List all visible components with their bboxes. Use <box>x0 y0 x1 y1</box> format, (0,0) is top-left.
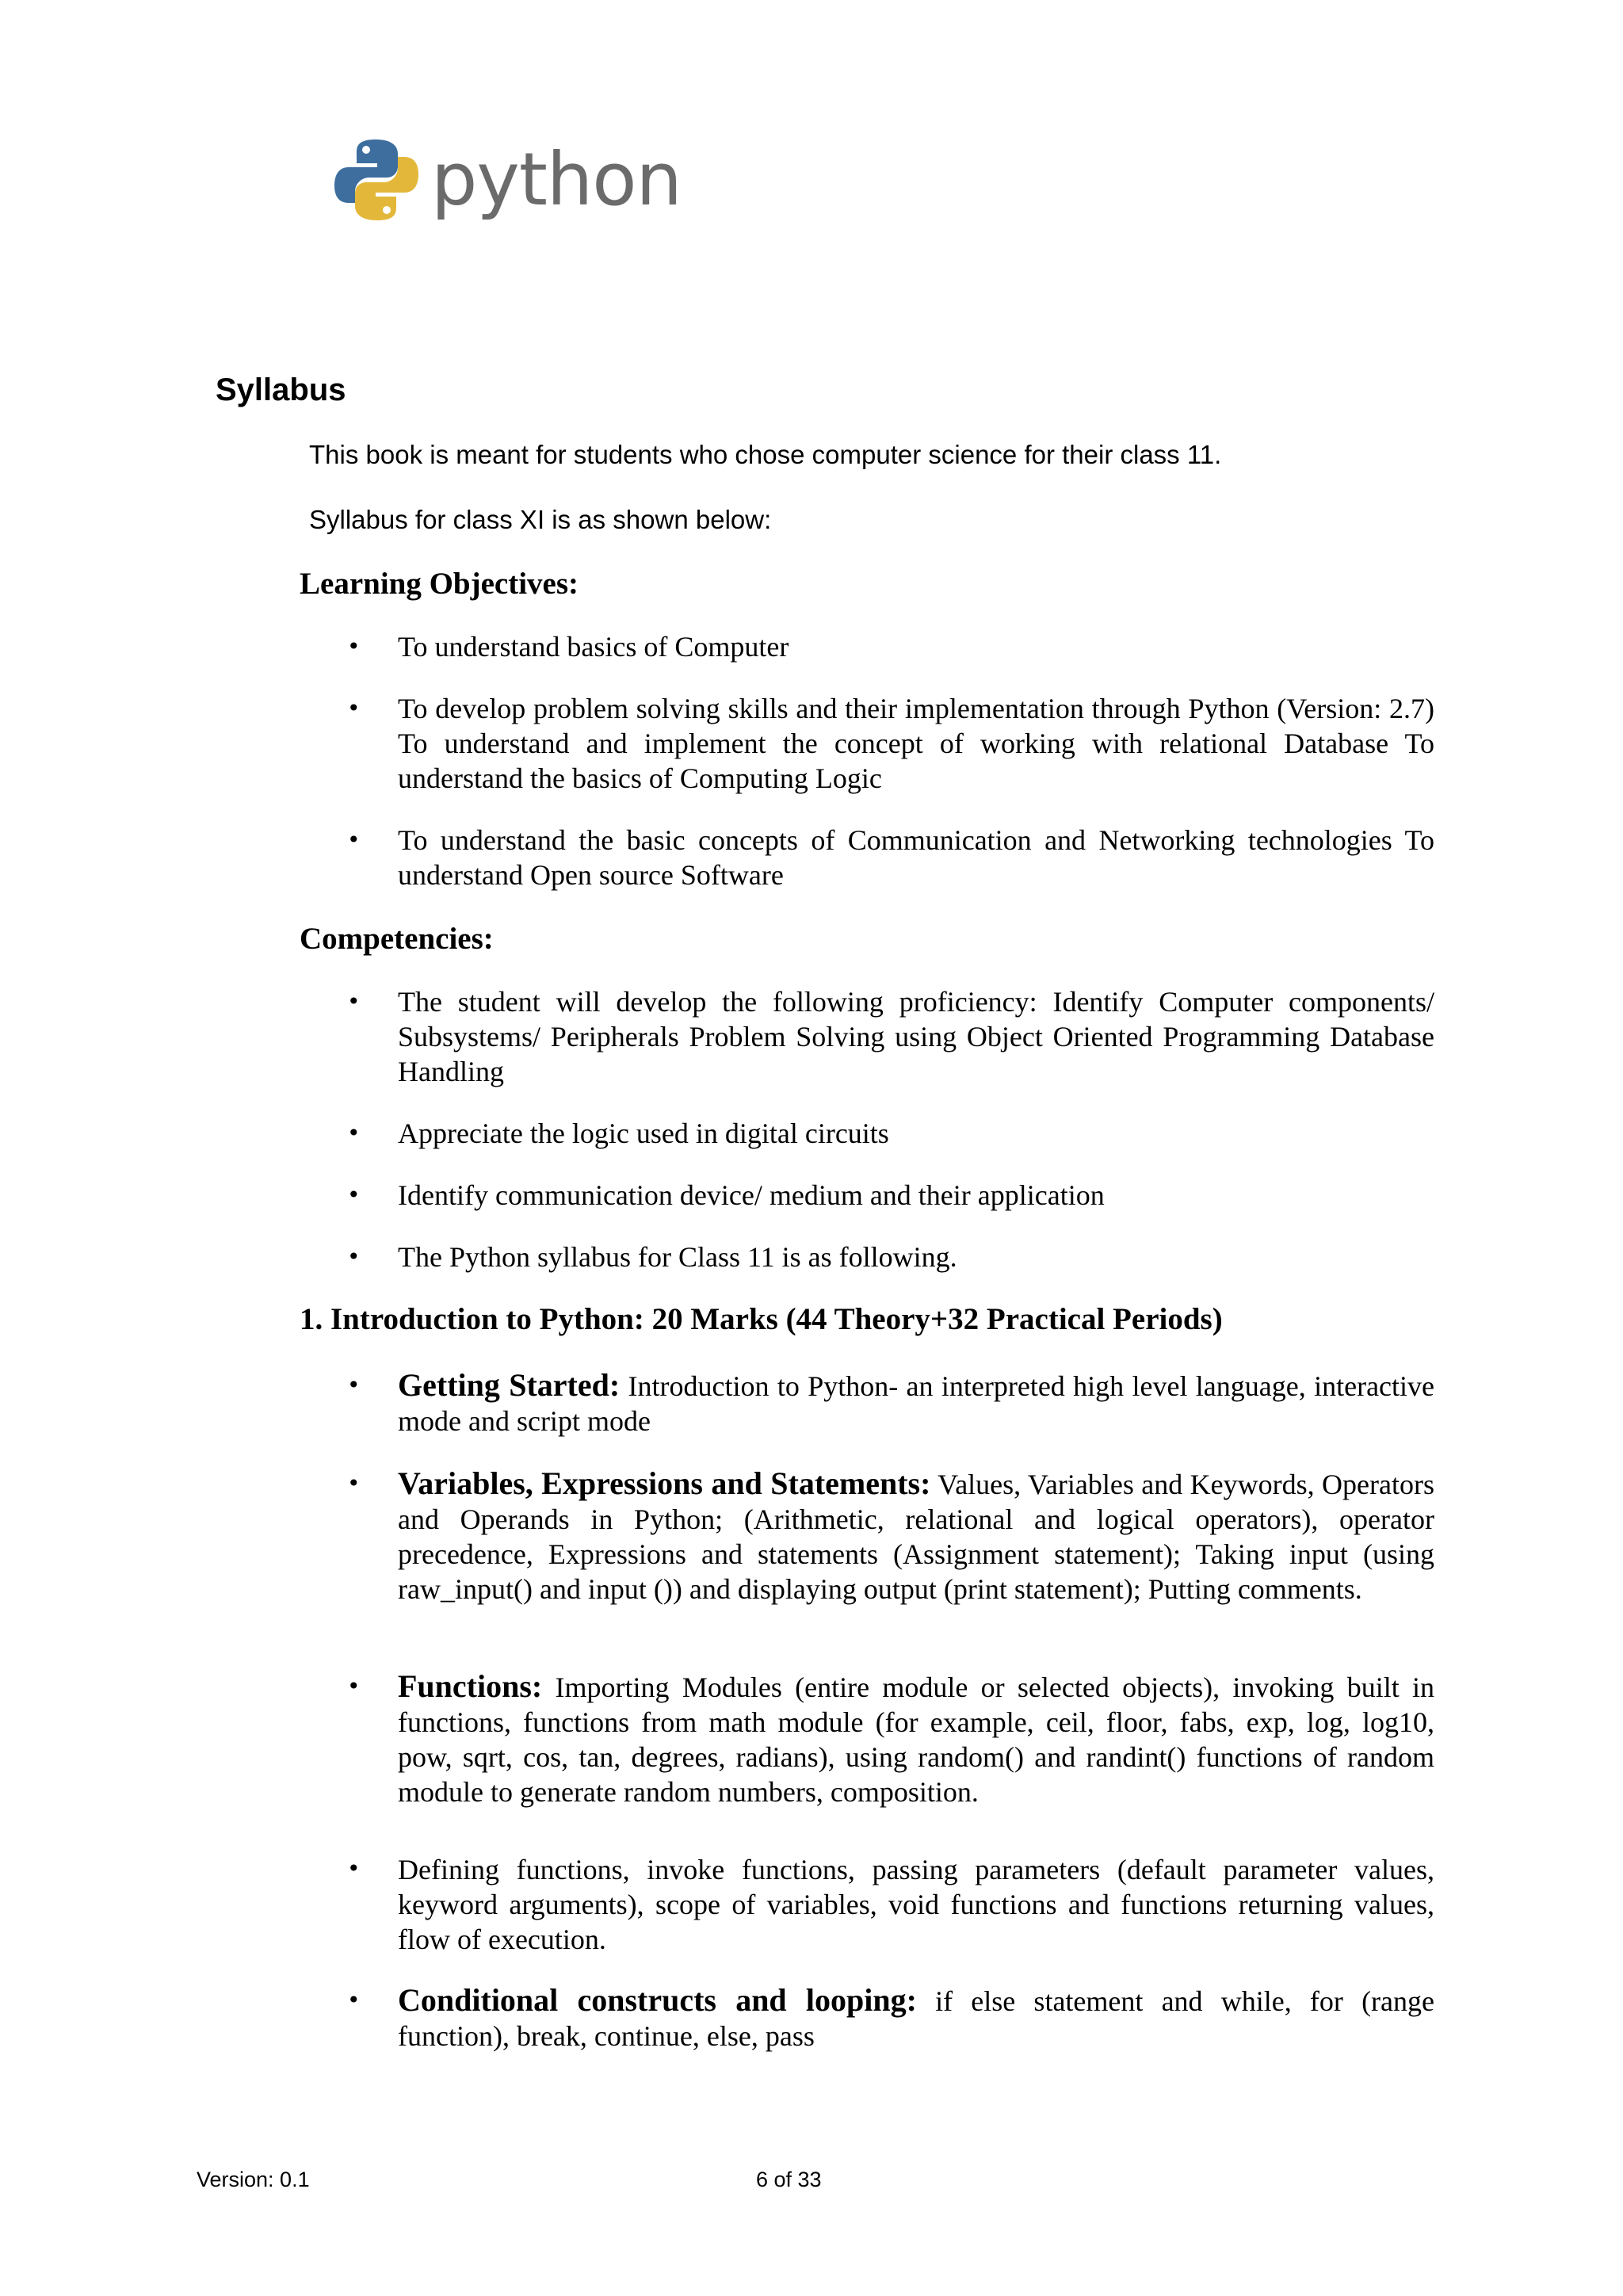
bullet-icon: • <box>347 1182 361 1208</box>
python-logo-wordmark: python <box>431 137 682 222</box>
bullet-icon: • <box>347 1987 361 2013</box>
list-item: • Defining functions, invoke functions, passing parameters (default parameter values, keyword arguments), scope of variables, void functions and functions returning values, flow of execution. <box>347 1851 1434 1957</box>
bullet-icon: • <box>347 1372 361 1398</box>
list-item: • The Python syllabus for Class 11 is as following. <box>347 1241 957 1273</box>
python-logo-icon <box>333 136 420 223</box>
unit1-heading: 1. Introduction to Python: 20 Marks (44 Theory+32 Practical Periods) <box>300 1302 1223 1336</box>
list-item: • Variables, Expressions and Statements: Values, Variables and Keywords, Operators and Operands in Python; (Arithmetic, relational and logical operators), operator precedence, Expressions and statements (Assignment statement); Taking input (using raw_input() and input ()) and displaying output (print statement); Putting comments. <box>347 1465 1434 1605</box>
learning-objectives-heading: Learning Objectives: <box>300 567 579 601</box>
bullet-icon: • <box>347 1120 361 1146</box>
list-item: • The student will develop the following proficiency: Identify Computer components/ Subsystems/ Peripherals Problem Solving using Object Oriented Programming Database Handling <box>347 986 1434 1087</box>
bullet-icon: • <box>347 827 361 853</box>
page-title: Syllabus <box>216 372 346 407</box>
python-logo <box>333 136 682 223</box>
list-item: • Appreciate the logic used in digital circuits <box>347 1117 889 1149</box>
intro-line-1: This book is meant for students who chose computer science for their class 11. <box>309 440 1222 469</box>
list-item: • Functions: Importing Modules (entire module or selected objects), invoking built in functions, functions from math module (for example, ceil, floor, fabs, exp, log, log10, pow, sqrt, cos, tan, degrees, radians), using random() and randint() functions of random module to generate random numbers, composition. <box>347 1668 1434 1808</box>
bullet-icon: • <box>347 633 361 659</box>
bullet-icon: • <box>347 695 361 721</box>
list-item: • To understand the basic concepts of Communication and Networking technologies To understand Open source Software <box>347 824 1434 891</box>
bullet-icon: • <box>347 1244 361 1270</box>
bullet-icon: • <box>347 1673 361 1699</box>
footer-page-number: 6 of 33 <box>756 2168 822 2191</box>
list-item: • Identify communication device/ medium and their application <box>347 1179 1105 1211</box>
intro-line-2: Syllabus for class XI is as shown below: <box>309 505 772 534</box>
bullet-icon: • <box>347 1470 361 1496</box>
list-item: • To develop problem solving skills and their implementation through Python (Version: 2.7) To understand and implement the concept of working with relational Database To understand the basics of Computing Logic <box>347 693 1434 794</box>
bullet-icon: • <box>347 988 361 1014</box>
list-item: • To understand basics of Computer <box>347 631 789 663</box>
bullet-icon: • <box>347 1855 361 1881</box>
list-item: • Getting Started: Introduction to Python- an interpreted high level language, interactive mode and script mode <box>347 1367 1435 1437</box>
footer-version: Version: 0.1 <box>197 2168 310 2191</box>
list-item: • Conditional constructs and looping: if else statement and while, for (range function), break, continue, else, pass <box>347 1982 1434 2052</box>
competencies-heading: Competencies: <box>300 922 494 956</box>
